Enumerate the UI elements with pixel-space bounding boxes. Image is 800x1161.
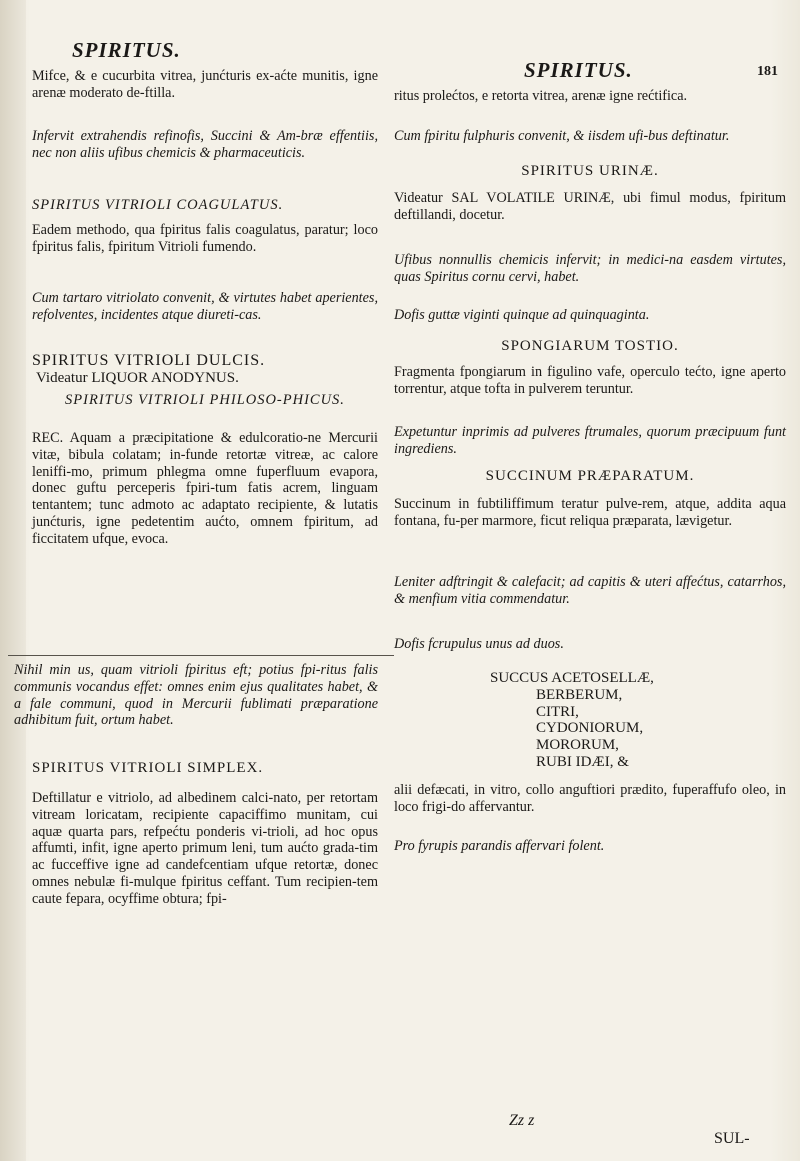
usage-note: Leniter adftringit & calefacit; ad capitis & uteri affećtus, catarrhos, & menfium vitia commendatur. [394,574,786,607]
section-heading: SPIRITUS VITRIOLI PHILOSO-PHICUS. [65,392,345,408]
list-item: BERBERUM, [536,686,623,703]
paragraph: Eadem methodo, qua fpiritus falis coagulatus, paratur; loco fpiritus falis, fpiritum Vitrioli fumendo. [32,222,378,255]
signature-mark: Zz z [509,1112,535,1129]
paragraph: REC. Aquam a præcipitatione & edulcoratio-ne Mercurii vitæ, bibula colatam; in-funde retortæ vitreæ, ac calore leniffi-mo, primum phlegma omne fuperfluum evapora, donec guftu perceperis fpiri-tum fatis acrem, linguam tentantem; tunc admoto ac adaptato recipiente, & lutatis junćturis, igne pedetentim aućto, omnem fpiritum, ad ficcitatem ufque, evoca. [32,430,378,547]
book-gutter [0,0,26,1161]
list-item: RUBI IDÆI, & [536,753,629,770]
usage-note: Expetuntur inprimis ad pulveres ftrumales, quorum præcipuum funt ingrediens. [394,424,786,457]
usage-note: Nihil min us, quam vitrioli fpiritus eft; potius fpi-ritus falis communis vocandus effet: omnes enim ejus qualitates habet, & a fale communi, quod in Mercurii fublimati præparatione adhibitum fuit, ortum habet. [14,662,378,729]
paragraph: Mifce, & e cucurbita vitrea, junćturis ex-aćte munitis, igne arenæ moderato de-ftilla. [32,68,378,101]
paragraph: Succinum in fubtiliffimum teratur pulve-rem, atque, addita aqua fontana, fu-per marmore, ficut reliqua præparata, lævigetur. [394,496,786,529]
dose-note: Dofis fcrupulus unus ad duos. [394,636,564,652]
paragraph: alii defæcati, in vitro, collo anguftiori prædito, fuperaffufo oleo, in loco frigi-do affervantur. [394,782,786,815]
list-item: CYDONIORUM, [536,720,644,737]
running-head-left: SPIRITUS. [72,38,181,62]
succus-list [490,670,786,771]
section-heading: SPIRITUS URINÆ. [521,163,659,179]
usage-note: Cum tartaro vitriolato convenit, & virtutes habet aperientes, refolventes, incidentes atque diureti-cas. [32,290,378,323]
section-heading: SPIRITUS VITRIOLI SIMPLEX. [32,760,264,776]
paragraph: Fragmenta fpongiarum in figulino vafe, operculo tećto, igne aperto torrentur, atque tofta in pulverem teruntur. [394,364,786,397]
list-item: CITRI, [536,703,579,720]
dose-note: Dofis guttæ viginti quinque ad quinquaginta. [394,307,650,323]
usage-note: Cum fpiritu fulphuris convenit, & iisdem ufi-bus deftinatur. [394,128,730,144]
paragraph: Deftillatur e vitriolo, ad albedinem calci-nato, per retortam vitream loricatam, recipiente capaciffimo munitam, cui aquæ quarta pars, refpećtu ponderis vi-trioli, ad hoc opus affumti, infit, igne aperto primum leni, tum aućto grada-tim ac fucceffive igne ad candefcentiam ufque retortæ, donec omnes nebulæ fi-mulque fpiritus ceffant. Tum recipien-tem caute fepara, ocyffime obtura; fpi- [32,790,378,907]
paragraph: Videatur SAL VOLATILE URINÆ, ubi fimul modus, fpiritum deftillandi, docetur. [394,190,786,223]
usage-note: Ufibus nonnullis chemicis infervit; in medici-na easdem virtutes, quas Spiritus cornu cervi, habet. [394,252,786,285]
section-heading: SPIRITUS VITRIOLI DULCIS. [32,352,266,369]
usage-note: Infervit extrahendis refinofis, Succini & Am-bræ effentiis, nec non aliis ufibus chemicis & pharmaceuticis. [32,128,378,161]
section-heading: SPONGIARUM TOSTIO. [501,338,679,354]
section-heading: SUCCINUM PRÆPARATUM. [485,468,695,484]
list-item: MORORUM, [536,737,619,754]
page-number: 181 [757,64,778,79]
catchword: SUL- [714,1130,750,1147]
cross-reference: Videatur LIQUOR ANODYNUS. [36,370,239,386]
column-divider [8,655,394,656]
paragraph: ritus prolećtos, e retorta vitrea, arenæ igne rećtifica. [394,88,688,104]
running-head-right: SPIRITUS. [524,58,633,82]
list-item: SUCCUS ACETOSELLÆ, [490,670,654,686]
usage-note: Pro fyrupis parandis affervari folent. [394,838,605,854]
section-heading: SPIRITUS VITRIOLI COAGULATUS. [32,197,284,213]
